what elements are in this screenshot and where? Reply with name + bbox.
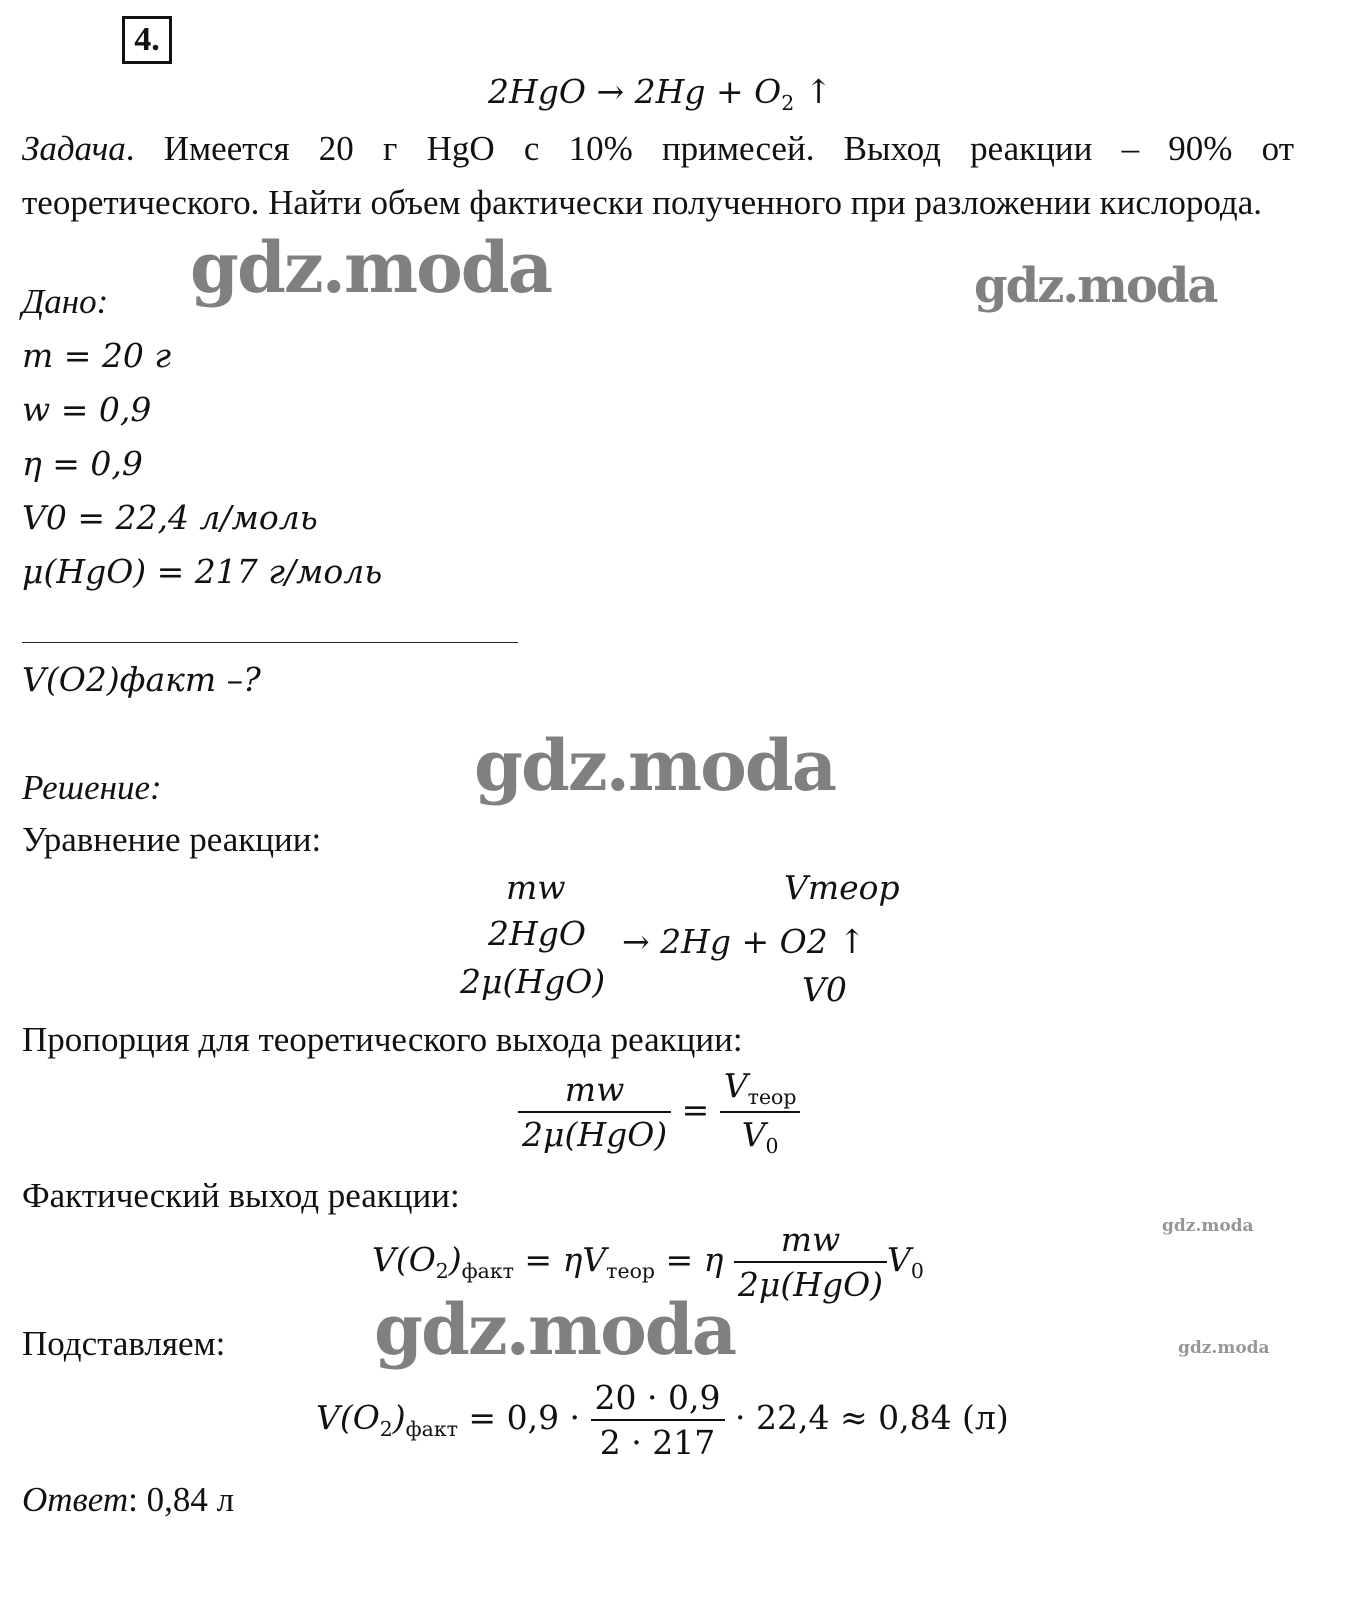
fraction-left: $\frac{mw}{\text{2μ(HgO)}}$: [518, 1070, 671, 1154]
calculation-formula: $V(O_2)_{факт} = 0,9$ · $\frac{20 \cdot 0,9}{2 \cdot 217}$ · 22,4 ≈ 0,84 (л): [316, 1378, 1009, 1462]
task-label: Задача: [22, 129, 126, 168]
answer-value: : 0,84 л: [128, 1480, 235, 1519]
watermark-logo: gdz.moda: [374, 1288, 736, 1371]
subscript: 2: [781, 91, 795, 116]
given-molar-mass: μ(HgO) = 217 г/моль: [22, 552, 383, 591]
scheme-bot-right: V0: [802, 970, 847, 1009]
scheme-top-right: Vтеор: [784, 868, 900, 907]
task-text: . Имеется 20 г HgO с 10% примесей. Выход реакции – 90% от теоретического. Найти объем фактически полученного при разложении кислорода.: [22, 129, 1294, 222]
reactant: 2HgO: [488, 72, 586, 111]
step-substitute-label: Подставляем:: [22, 1324, 226, 1363]
step-actual-label: Фактический выход реакции:: [22, 1176, 460, 1215]
products: 2Hg + O: [634, 72, 782, 111]
step-equation-label: Уравнение реакции:: [22, 820, 322, 859]
scheme-top-left: mw: [506, 868, 566, 907]
calc-denominator: 2 · 217: [591, 1419, 725, 1462]
fraction-yield: $\frac{mw}{\text{2μ(HgO)}}$: [734, 1220, 887, 1304]
given-molar-volume: V0 = 22,4 л/моль: [22, 498, 318, 537]
watermark-logo: gdz.moda: [190, 226, 552, 309]
given-yield: η = 0,9: [22, 444, 143, 483]
fraction-calc: [591, 1378, 725, 1462]
given-label: Дано:: [22, 282, 109, 321]
step-proportion-label: Пропорция для теоретического выхода реакции:: [22, 1020, 743, 1059]
gas-arrow: ↑: [804, 72, 833, 111]
actual-yield-formula: $V(O_2)_{факт} = \eta V_{теор} = \eta$ $\frac{mw}{\text{2μ(HgO)}}$ $V_0$: [372, 1220, 924, 1304]
problem-number: 4.: [122, 16, 172, 64]
arrow: →: [596, 72, 625, 111]
given-fraction: w = 0,9: [22, 390, 152, 429]
watermark-logo: gdz.moda: [974, 258, 1217, 314]
find-quantity: V(O2)факт –?: [22, 660, 261, 699]
watermark-logo: gdz.moda: [1162, 1216, 1254, 1236]
reaction-equation: [488, 72, 832, 115]
fraction-right: $\frac{V_{теор}}{V_0}$: [720, 1066, 801, 1158]
task-paragraph: [22, 122, 1294, 230]
answer-line: [22, 1480, 234, 1520]
watermark-logo: gdz.moda: [1178, 1338, 1270, 1358]
calc-coefficient: 0,9: [506, 1398, 560, 1437]
scheme-mid-left: 2HgO: [488, 914, 586, 953]
calc-result: · 22,4 ≈ 0,84 (л): [735, 1398, 1009, 1437]
given-divider: [22, 642, 518, 643]
solution-label: Решение:: [22, 768, 162, 807]
proportion-formula: $\frac{mw}{\text{2μ(HgO)}}$ = $\frac{V_{теор}}{V_0}$: [518, 1066, 800, 1158]
calc-numerator: 20 · 0,9: [594, 1378, 721, 1417]
answer-label: Ответ: [22, 1480, 129, 1519]
scheme-bot-left: 2μ(HgO): [460, 962, 606, 1001]
scheme-mid-right: → 2Hg + O2 ↑: [622, 922, 866, 961]
watermark-logo: gdz.moda: [474, 724, 836, 807]
given-mass: m = 20 г: [22, 336, 172, 375]
